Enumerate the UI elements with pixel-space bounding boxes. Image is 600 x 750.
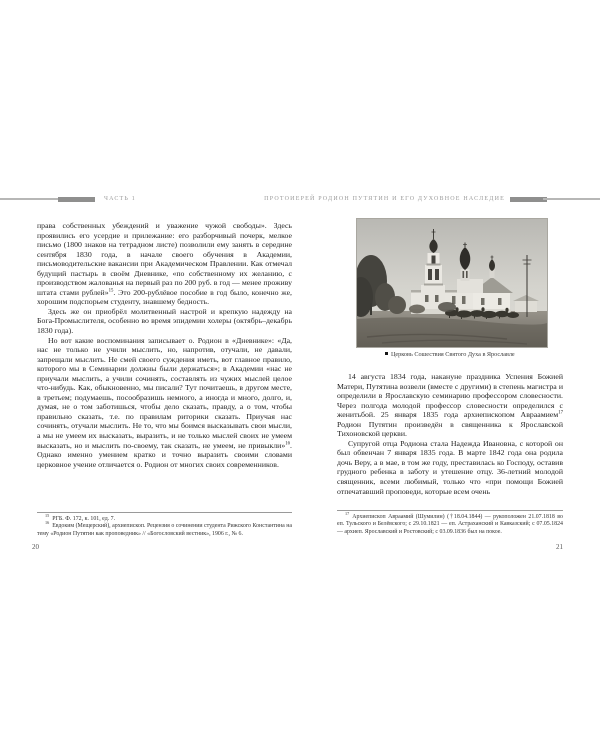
header-rule-right-thick: [510, 197, 547, 202]
right-running-head-label: ПРОТОИЕРЕЙ РОДИОН ПУТЯТИН И ЕГО ДУХОВНОЕ НАСЛЕДИЕ: [264, 195, 505, 202]
left-page-text-column: [37, 221, 292, 469]
photo-caption: [337, 351, 563, 358]
body-paragraph: Но вот какие воспоминания записывает о. Родион в «Дневнике»: «Да, нас не только не учили мыслить, но, напротив, отучали, не давали, запрещали мыслить. Не смей своего суждения иметь, вот главное правило, которого мы в Семинарии должны были держаться»; в Академии «нас не приучали мыслить, а учили сочинять, составлять из чужих мыслей целое что-нибудь. Как, обыкновенно, мы писали? Тут почитаешь, в другом месте, в третьем; подумаешь, посообразишь немного, а иногда и много, долго, и, думая, не о том заботишься, чтобы дело сказать, правду, а о том, чтобы правильно сказать, т.е. по правилам риторики сказать. Приучая нас сочинять, отучали мыслить. Не то, что мы боимся высказывать свои мысли, а мы не умеем их высказать, выразить, и не только мыслей своих не умеем высказать, но и мыслить по-своему, так сказать, не умеем, не привыкли»$^{16}$. Однако именно умением кратко и точно выразить своими словами церковное учение отличается о. Родион от многих своих современников.: [37, 335, 292, 469]
left-page-number: 20: [32, 543, 39, 551]
header-rule-left-thin: [0, 198, 62, 200]
footnote-number: 15: [45, 513, 50, 519]
right-running-head: [264, 195, 600, 205]
body-paragraph: Супругой отца Родиона стала Надежда Ивановна, с которой он был обвенчан 7 января 1835 года. В марте 1842 года она родила дочь Веру, а в мае, в том же году, преставилась ко Господу, оставив грудного ребенка в заботу и утешение отцу. 36-летний молодой священник, всеми любимый, только что «при помощи Божией отпечатавший проповеди, которые всем очень: [337, 438, 563, 496]
square-bullet-icon: [385, 352, 388, 355]
footnote: $^{15}$РГБ. Ф. 172, к. 101, ед. 7.: [45, 513, 116, 522]
header-rule-right-thin: [543, 198, 600, 200]
header-rule-left-thick: [58, 197, 95, 202]
church-photo-graphic: [357, 219, 547, 347]
footnote-number: 16: [45, 520, 50, 526]
photo-caption-text: Церковь Сошествия Святого Духа в Ярославле: [390, 351, 515, 358]
left-running-head-label: ЧАСТЬ 1: [104, 195, 136, 202]
body-paragraph: Здесь же он приобрёл молитвенный настрой и крепкую надежду на Бога-Промыслителя, особенно во время эпидемии холеры (октябрь–декабрь 1830 года).: [37, 306, 292, 336]
left-page-footnotes: [37, 512, 292, 538]
church-photo: [357, 219, 547, 347]
body-paragraph: права собственных убеждений и уважение чужой свободы». Здесь проявились его усердие и прилежание: его разборчивый почерк, мелкое письмо (1800 знаков на тетрадном листе) позволили ему занять в середине сентября 1830 года, в начале своего обучения в Академии, письмоводительские вакансии при Академическом Правлении. Как отмечал будущий пастырь в своём Дневнике, «по собственному их желанию, с производством жалованья на первый раз по 200 руб. в год — менее проживу штата стами рублей»$^{15}$. Это 200-рублёвое пособие в год было, конечно же, хорошим подспорьем студенту, знавшему бедность.: [37, 221, 292, 307]
footnote: $^{16}$Евдоким (Мещерский), архиепископ. Рецензия о сочинении студента Рижского Константина на тему «Родион Путятин как проповедник» // «Богословский вестник», 1906 г., № 6.: [37, 520, 292, 537]
left-running-head: [0, 195, 300, 205]
footnote-reference: 17: [558, 410, 563, 416]
footnote-reference: 16: [285, 440, 291, 446]
footnote-number: 17: [345, 511, 350, 517]
footnote: $^{17}$Архиепископ Авраамий (Шумилин) (†18.04.1844) — рукоположен 21.07.1818 во еп. Тульского и Белёвского; с 29.10.1821 — еп. Астраханский и Кавказский; с 07.05.1824 — архиеп. Ярославский и Ростовский; с 03.09.1836 был на покое.: [337, 511, 563, 535]
body-paragraph: 14 августа 1834 года, накануне праздника Успения Божией Матери, Путятина возвели (вместе с другими) в степень магистра и определили в Ярославскую семинарию профессором словесности. Через полгода молодой профессор словесности определился с женитьбой. 25 января 1835 года архиепископом Авраамием$^{17}$ Родион Путятин произведён в священника к Ярославской Тихоновской церкви.: [337, 372, 563, 439]
right-page-number: 21: [556, 543, 563, 551]
right-page-footnotes: [337, 510, 563, 536]
right-page-text-column: [337, 372, 563, 496]
footnote-reference: 15: [108, 288, 114, 294]
